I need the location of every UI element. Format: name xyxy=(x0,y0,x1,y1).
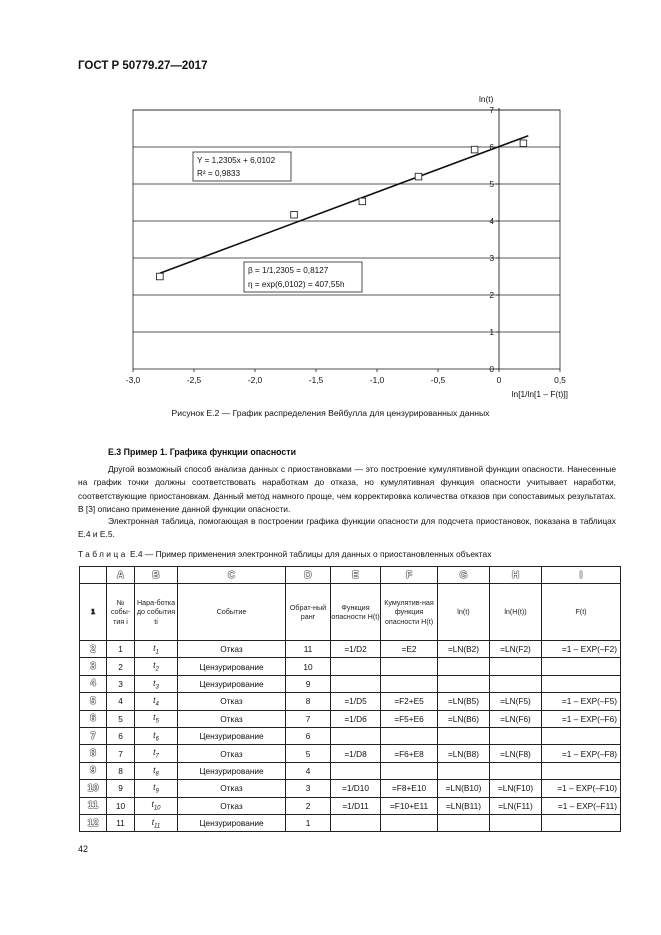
table-row xyxy=(80,641,621,658)
weibull-chart xyxy=(0,0,661,400)
time-cell xyxy=(135,641,178,658)
time-subscript: 3 xyxy=(155,684,159,691)
hazard-cell xyxy=(331,675,381,692)
table-row xyxy=(80,710,621,727)
ln-t-cell xyxy=(438,814,490,831)
x-tick-label: -2,5 xyxy=(186,375,202,385)
row-number: 7 xyxy=(80,727,107,744)
ln-h-cell: =LN(F5) xyxy=(490,693,542,710)
row-number: 10 xyxy=(80,780,107,797)
f-t-cell xyxy=(542,727,621,744)
y-axis-label: ln(t) xyxy=(479,94,494,104)
r-squared-text: R² = 0,9833 xyxy=(197,169,241,178)
y-tick-label: 3 xyxy=(489,253,494,263)
event-cell: Отказ xyxy=(178,780,286,797)
column-header: Событие xyxy=(178,584,286,641)
reverse-rank-cell: 4 xyxy=(286,762,331,779)
event-number-cell: 6 xyxy=(107,727,135,744)
paragraph-2: Электронная таблица, помогающая в построении графика функции опасности для подсчета приостановок, показана в таблицах Е.4 и Е.5. xyxy=(78,516,616,540)
row-number: 12 xyxy=(80,814,107,831)
event-number-cell: 1 xyxy=(107,641,135,658)
event-cell: Цензурирование xyxy=(178,658,286,675)
row-number: 3 xyxy=(80,658,107,675)
data-point xyxy=(520,140,527,147)
row-number: 8 xyxy=(80,745,107,762)
event-cell: Отказ xyxy=(178,710,286,727)
time-cell xyxy=(135,727,178,744)
cumulative-hazard-cell xyxy=(381,814,438,831)
f-t-cell: =1 – EXP(–F10) xyxy=(542,780,621,797)
event-number-cell: 11 xyxy=(107,814,135,831)
ln-h-cell: =LN(F10) xyxy=(490,780,542,797)
time-symbol: t xyxy=(153,695,156,706)
beta-text: β = 1/1,2305 = 0,8127 xyxy=(248,266,329,275)
table-caption xyxy=(78,549,491,559)
table-row xyxy=(80,814,621,831)
column-letter: G xyxy=(438,567,490,584)
equation-text: Y = 1,2305x + 6,0102 xyxy=(197,156,276,165)
data-point xyxy=(359,198,366,205)
f-t-cell xyxy=(542,814,621,831)
table-caption-prefix: Таблица xyxy=(78,549,128,559)
column-letter: B xyxy=(135,567,178,584)
x-axis-label: ln[1/ln[1 – F(t)]] xyxy=(511,389,568,399)
ln-h-cell: =LN(F6) xyxy=(490,710,542,727)
time-subscript: 7 xyxy=(155,753,159,760)
event-number-cell: 3 xyxy=(107,675,135,692)
data-point xyxy=(291,211,298,218)
x-tick-label: -1,0 xyxy=(369,375,385,385)
reverse-rank-cell: 5 xyxy=(286,745,331,762)
event-number-cell: 4 xyxy=(107,693,135,710)
ln-h-cell xyxy=(490,658,542,675)
time-symbol: t xyxy=(153,642,156,653)
ln-t-cell: =LN(B10) xyxy=(438,780,490,797)
column-letter: C xyxy=(178,567,286,584)
event-number-cell: 8 xyxy=(107,762,135,779)
event-cell: Цензурирование xyxy=(178,675,286,692)
time-symbol: t xyxy=(153,729,156,740)
cumulative-hazard-cell xyxy=(381,675,438,692)
column-header: Кумулятив-ная функция опасности H(t) xyxy=(381,584,438,641)
time-subscript: 5 xyxy=(155,719,159,726)
ln-h-cell: =LN(F11) xyxy=(490,797,542,814)
figure-caption: Рисунок Е.2 — График распределения Вейбулла для цензурированных данных xyxy=(171,408,490,418)
f-t-cell: =1 – EXP(–F5) xyxy=(542,693,621,710)
ln-t-cell: =LN(B11) xyxy=(438,797,490,814)
header-row xyxy=(80,584,621,641)
column-header: ln(t) xyxy=(438,584,490,641)
cumulative-hazard-cell: =F10+E11 xyxy=(381,797,438,814)
column-letter: E xyxy=(331,567,381,584)
column-letter: A xyxy=(107,567,135,584)
reverse-rank-cell: 9 xyxy=(286,675,331,692)
column-header: F(t) xyxy=(542,584,621,641)
table-row xyxy=(80,780,621,797)
page-number: 42 xyxy=(78,844,89,854)
ln-h-cell xyxy=(490,675,542,692)
ln-t-cell xyxy=(438,658,490,675)
x-tick-label: -1,5 xyxy=(308,375,324,385)
document-header: ГОСТ Р 50779.27—2017 xyxy=(78,60,208,72)
x-tick-label: 0,5 xyxy=(554,375,566,385)
table-row xyxy=(80,658,621,675)
row-number: 4 xyxy=(80,675,107,692)
column-header: ln(H(t)) xyxy=(490,584,542,641)
y-tick-label: 5 xyxy=(489,179,494,189)
row-number: 9 xyxy=(80,762,107,779)
row-number: 1 xyxy=(80,584,107,641)
time-symbol: t xyxy=(153,712,156,723)
hazard-cell: =1/D8 xyxy=(331,745,381,762)
row-number: 2 xyxy=(80,641,107,658)
cumulative-hazard-cell: =E2 xyxy=(381,641,438,658)
hazard-cell xyxy=(331,727,381,744)
event-number-cell: 10 xyxy=(107,797,135,814)
table-row xyxy=(80,693,621,710)
paragraph-1: Другой возможный способ анализа данных с приостановками — это построение кумулятивной функции опасности. Нанесенные на график точки должны соответствовать наработкам до отказа, но кумулятивная функция опасности учитывает наработки, соответствующие приостановкам. Данный метод намного проще, чем корректировка количества отказов при сопоставимых результатах. В [3] описано применение данной функции опасности. xyxy=(78,464,616,514)
event-number-cell: 9 xyxy=(107,780,135,797)
hazard-cell xyxy=(331,814,381,831)
time-symbol: t xyxy=(153,677,156,688)
hazard-cell: =1/D2 xyxy=(331,641,381,658)
time-subscript: 6 xyxy=(155,736,159,743)
time-cell xyxy=(135,780,178,797)
f-t-cell xyxy=(542,675,621,692)
reverse-rank-cell: 8 xyxy=(286,693,331,710)
time-subscript: 9 xyxy=(155,788,159,795)
reverse-rank-cell: 3 xyxy=(286,780,331,797)
data-point xyxy=(157,273,164,280)
hazard-cell xyxy=(331,762,381,779)
cumulative-hazard-cell: =F6+E8 xyxy=(381,745,438,762)
reverse-rank-cell: 6 xyxy=(286,727,331,744)
data-point xyxy=(415,173,422,180)
event-cell: Отказ xyxy=(178,641,286,658)
time-cell xyxy=(135,762,178,779)
y-tick-label: 0 xyxy=(489,364,494,374)
reverse-rank-cell: 11 xyxy=(286,641,331,658)
f-t-cell: =1 – EXP(–F2) xyxy=(542,641,621,658)
time-subscript: 4 xyxy=(155,701,159,708)
row-number: 11 xyxy=(80,797,107,814)
reverse-rank-cell: 2 xyxy=(286,797,331,814)
event-cell: Цензурирование xyxy=(178,727,286,744)
reverse-rank-cell: 1 xyxy=(286,814,331,831)
column-header: Функция опасности H(t) xyxy=(331,584,381,641)
reverse-rank-cell: 7 xyxy=(286,710,331,727)
event-number-cell: 5 xyxy=(107,710,135,727)
eta-text: η = exp(6,0102) = 407,55h xyxy=(248,280,345,289)
data-point xyxy=(471,146,478,153)
time-cell xyxy=(135,814,178,831)
plot-frame xyxy=(133,110,560,369)
ln-t-cell xyxy=(438,675,490,692)
ln-h-cell xyxy=(490,762,542,779)
event-cell: Цензурирование xyxy=(178,814,286,831)
ln-t-cell xyxy=(438,727,490,744)
x-tick-label: -0,5 xyxy=(430,375,446,385)
column-letter: F xyxy=(381,567,438,584)
column-letter: I xyxy=(542,567,621,584)
time-symbol: t xyxy=(153,747,156,758)
cumulative-hazard-cell: =F5+E6 xyxy=(381,710,438,727)
event-cell: Цензурирование xyxy=(178,762,286,779)
time-subscript: 10 xyxy=(153,806,161,813)
time-cell xyxy=(135,675,178,692)
column-letter: H xyxy=(490,567,542,584)
event-cell: Отказ xyxy=(178,797,286,814)
table-caption-text: Е.4 — Пример применения электронной таблицы для данных о приостановленных объектах xyxy=(127,549,492,559)
hazard-cell: =1/D10 xyxy=(331,780,381,797)
ln-t-cell xyxy=(438,762,490,779)
x-tick-label: 0 xyxy=(496,375,502,385)
time-symbol: t xyxy=(153,781,156,792)
y-tick-label: 1 xyxy=(489,327,494,337)
y-tick-label: 2 xyxy=(489,290,494,300)
event-number-cell: 2 xyxy=(107,658,135,675)
column-letter-row xyxy=(80,567,621,584)
row-number: 6 xyxy=(80,710,107,727)
y-tick-label: 6 xyxy=(489,142,494,152)
time-symbol: t xyxy=(151,816,155,827)
corner-cell xyxy=(80,567,107,584)
ln-t-cell: =LN(B5) xyxy=(438,693,490,710)
time-cell xyxy=(135,710,178,727)
cumulative-hazard-cell xyxy=(381,762,438,779)
table-row xyxy=(80,675,621,692)
table-row xyxy=(80,727,621,744)
time-cell xyxy=(135,658,178,675)
x-tick-label: -3,0 xyxy=(125,375,141,385)
f-t-cell xyxy=(542,658,621,675)
event-cell: Отказ xyxy=(178,745,286,762)
spreadsheet-table xyxy=(79,566,621,832)
time-cell xyxy=(135,693,178,710)
event-number-cell: 7 xyxy=(107,745,135,762)
f-t-cell: =1 – EXP(–F8) xyxy=(542,745,621,762)
reverse-rank-cell: 10 xyxy=(286,658,331,675)
x-tick-label: -2,0 xyxy=(247,375,263,385)
time-subscript: 8 xyxy=(155,771,159,778)
time-subscript: 1 xyxy=(155,649,159,656)
ln-h-cell xyxy=(490,814,542,831)
cumulative-hazard-cell xyxy=(381,727,438,744)
event-cell: Отказ xyxy=(178,693,286,710)
f-t-cell: =1 – EXP(–F6) xyxy=(542,710,621,727)
cumulative-hazard-cell: =F2+E5 xyxy=(381,693,438,710)
cumulative-hazard-cell: =F8+E10 xyxy=(381,780,438,797)
row-number: 5 xyxy=(80,693,107,710)
table-row xyxy=(80,797,621,814)
cumulative-hazard-cell xyxy=(381,658,438,675)
ln-t-cell: =LN(B8) xyxy=(438,745,490,762)
table-row xyxy=(80,762,621,779)
f-t-cell xyxy=(542,762,621,779)
time-subscript: 11 xyxy=(154,823,161,830)
y-tick-label: 7 xyxy=(489,105,494,115)
table-row xyxy=(80,745,621,762)
time-cell xyxy=(135,745,178,762)
time-cell xyxy=(135,797,178,814)
y-tick-label: 4 xyxy=(489,216,494,226)
ln-h-cell: =LN(F2) xyxy=(490,641,542,658)
section-title: Е.3 Пример 1. Графика функции опасности xyxy=(108,447,297,457)
time-symbol: t xyxy=(151,799,154,810)
hazard-cell xyxy=(331,658,381,675)
hazard-cell: =1/D6 xyxy=(331,710,381,727)
ln-h-cell: =LN(F8) xyxy=(490,745,542,762)
column-header: Нара-ботка до события ti xyxy=(135,584,178,641)
time-symbol: t xyxy=(153,764,156,775)
ln-t-cell: =LN(B2) xyxy=(438,641,490,658)
ln-t-cell: =LN(B6) xyxy=(438,710,490,727)
ln-h-cell xyxy=(490,727,542,744)
time-subscript: 2 xyxy=(155,666,159,673)
column-header: Обрат-ный ранг xyxy=(286,584,331,641)
hazard-cell: =1/D11 xyxy=(331,797,381,814)
hazard-cell: =1/D5 xyxy=(331,693,381,710)
column-header: № собы-тия i xyxy=(107,584,135,641)
column-letter: D xyxy=(286,567,331,584)
time-symbol: t xyxy=(153,660,156,671)
f-t-cell: =1 – EXP(–F11) xyxy=(542,797,621,814)
